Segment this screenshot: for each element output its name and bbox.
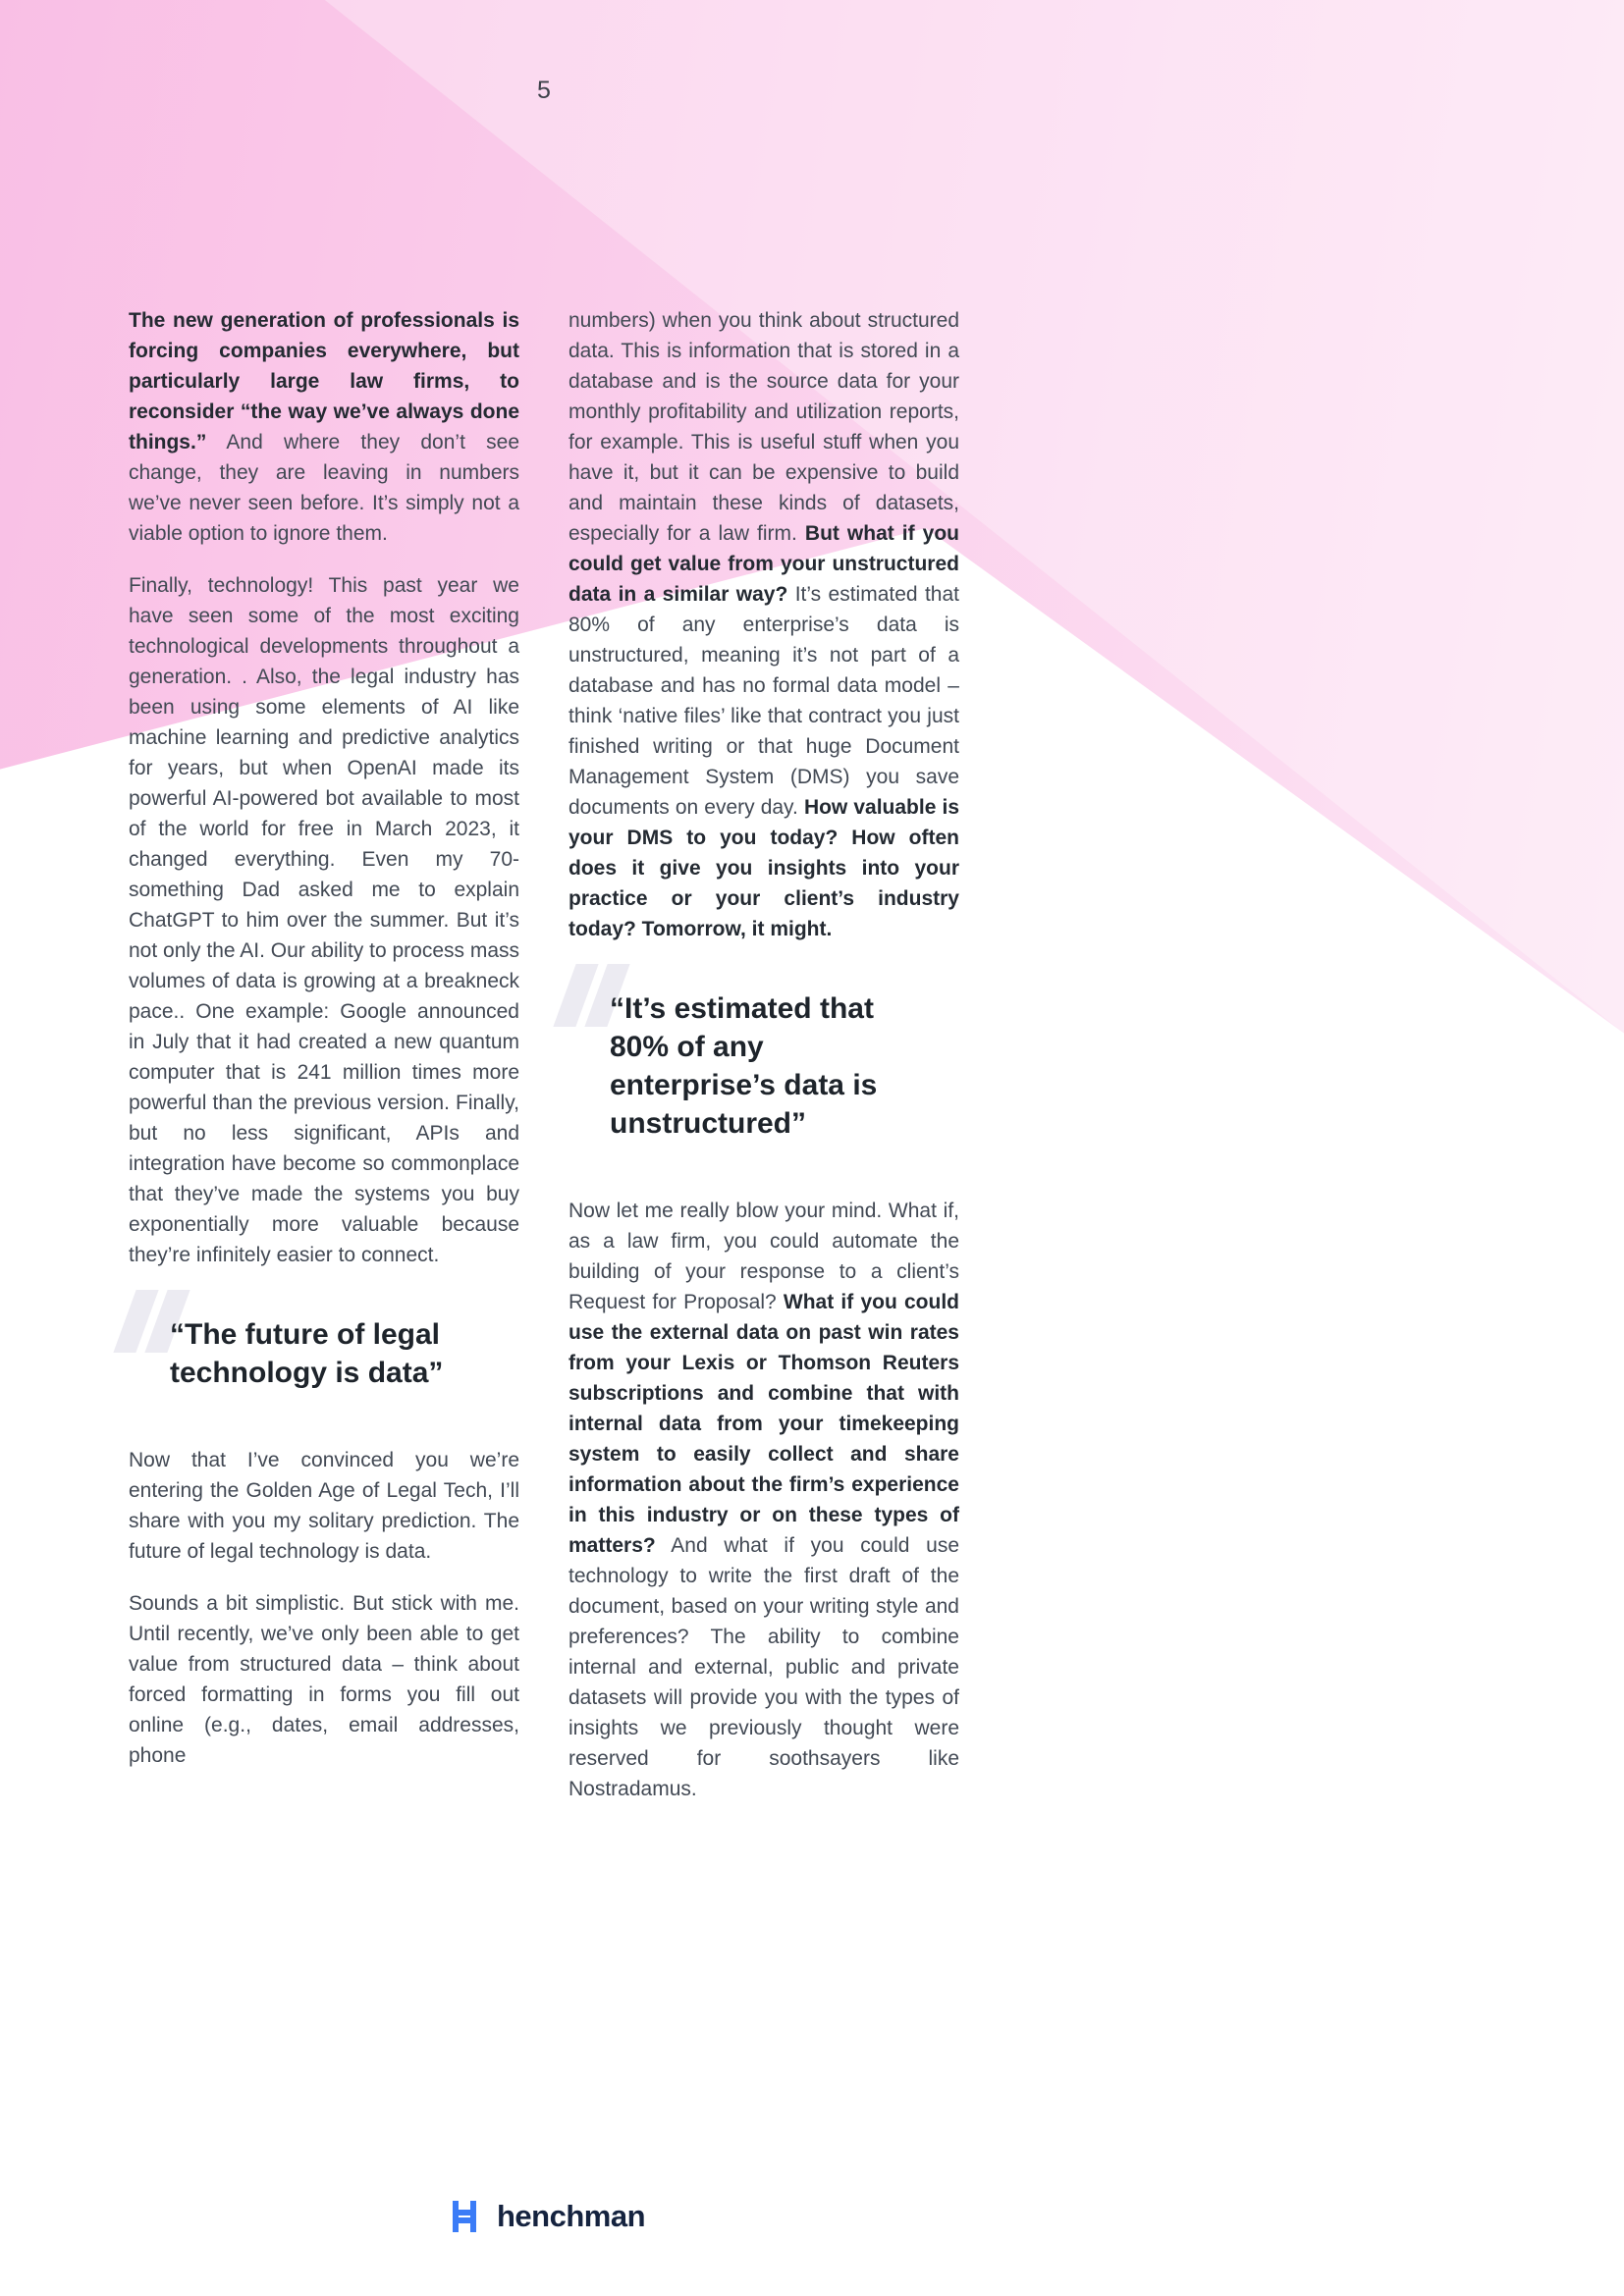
- bold-text-run: How valuable is your DMS to you today? How often does it give you insights into your practice or your client’s industry today? Tomorrow, it might.: [568, 796, 959, 940]
- pull-quote-text: “It’s estimated that 80% of any enterprise’s data is unstructured”: [610, 992, 878, 1140]
- page-number: 5: [537, 77, 551, 104]
- text-run: And what if you could use technology to write the first draft of the document, based on your writing style and preferences? The ability to combine internal and external, public and private datasets will provide you with the types of insights we previously thought were reserved for soothsayers like Nostradamus.: [568, 1534, 959, 1800]
- text-run: numbers) when you think about structured data. This is information that is stored in a database and is the source data for your monthly profitability and utilization reports, for example. This is useful stuff when you have it, but it can be expensive to build and maintain these kinds of datasets, especially for a law firm.: [568, 309, 959, 545]
- paragraph: [129, 570, 519, 1270]
- pull-quote: [568, 989, 959, 1143]
- text-run: Now let me really blow your mind. What if, as a law firm, you could automate the building of your response to a client’s Request for Proposal?: [568, 1200, 959, 1313]
- text-run: Now that I’ve convinced you we’re entering the Golden Age of Legal Tech, I’ll share with you my solitary prediction. The future of legal technology is data.: [129, 1449, 519, 1563]
- henchman-logo-icon: [443, 2195, 486, 2238]
- text-run: Sounds a bit simplistic. But stick with me. Until recently, we’ve only been able to get value from structured data – think about forced formatting in forms you fill out online (e.g., dates, email addresses, phone: [129, 1592, 519, 1767]
- pull-quote: [129, 1315, 519, 1392]
- left-column: [129, 305, 519, 1826]
- bold-text-run: The new generation of professionals is forcing companies everywhere, but particularly large law firms, to reconsider “the way we’ve always done things.”: [129, 309, 519, 454]
- brand-logo: [129, 2195, 959, 2238]
- pull-quote-text: “The future of legal technology is data”: [170, 1318, 444, 1389]
- brand-name: henchman: [496, 2199, 646, 2233]
- paragraph: [568, 1196, 959, 1804]
- paragraph: [129, 305, 519, 549]
- right-column: [568, 305, 959, 1826]
- text-run: And where they don’t see change, they are leaving in numbers we’ve never seen before. It’s simply not a viable option to ignore them.: [129, 431, 519, 545]
- content-area: [129, 305, 959, 1826]
- paragraph: [129, 1588, 519, 1771]
- text-run: It’s estimated that 80% of any enterprise’s data is unstructured, meaning it’s not part of a database and has no formal data model – think ‘native files’ like that contract you just finished writing or that huge Document Management System (DMS) you save documents on every day.: [568, 583, 960, 819]
- bold-text-run: But what if you could get value from your unstructured data in a similar way?: [568, 522, 959, 606]
- paragraph: [129, 1445, 519, 1567]
- bold-text-run: What if you could use the external data on past win rates from your Lexis or Thomson Reuters subscriptions and combine that with internal data from your timekeeping system to easily collect and share information about the firm’s experience in this industry or on these types of matters?: [568, 1291, 959, 1557]
- paragraph: [568, 305, 959, 944]
- text-run: Finally, technology! This past year we have seen some of the most exciting technological developments throughout a generation. . Also, the legal industry has been using some elements of AI like machine learning and predictive analytics for years, but when OpenAI made its powerful AI-powered bot available to most of the world for free in March 2023, it changed everything. Even my 70-something Dad asked me to explain ChatGPT to him over the summer. But it’s not only the AI. Our ability to process mass volumes of data is growing at a breakneck pace.. One example: Google announced in July that it had created a new quantum computer that is 241 million times more powerful than the previous version. Finally, but no less significant, APIs and integration have become so commonplace that they’ve made the systems you buy exponentially more valuable because they’re infinitely easier to connect.: [129, 574, 520, 1266]
